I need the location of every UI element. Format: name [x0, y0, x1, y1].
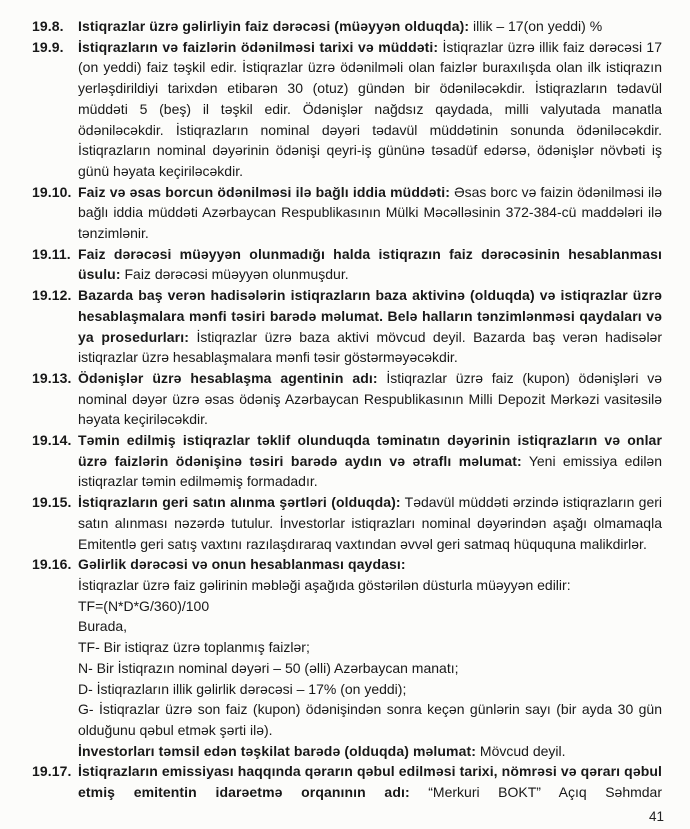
item-label: Təmin edilmiş istiqrazlar təklif olunduqda təminatın dəyərinin istiqrazların və onlar üzrə faizlərin ödənişinə təsiri barədə aydın və ətraflı məlumat:	[78, 432, 662, 469]
page-number: 41	[648, 809, 664, 825]
item-value: İstiqrazlar üzrə faiz (kupon) ödənişləri və nominal dəyər üzrə əsas ödəniş Azərbaycan Respublikasının Milli Depozit Mərkəzi vasitəsilə həyata keçiriləcəkdir.	[78, 369, 662, 428]
item-paragraph	[78, 16, 662, 37]
item-paragraph	[78, 37, 662, 182]
list-item-19-8	[32, 16, 662, 37]
investors-org-line	[78, 741, 662, 762]
item-paragraph	[78, 430, 662, 492]
item-number: 19.12.	[32, 287, 72, 304]
item-paragraph	[78, 368, 662, 430]
item-number: 19.8.	[32, 18, 64, 34]
item-value: İstiqrazlar üzrə baza aktivi mövcud deyil. Bazarda baş verən hadisələr istiqrazlar üzrə hesablaşmalara mənfi təsir göstərməyəcəkdir.	[78, 328, 662, 366]
item-label: İstiqrazların geri satın alınma şərtləri (olduqda):	[78, 494, 401, 511]
item-number: 19.17.	[32, 763, 72, 780]
item-label-line	[78, 554, 662, 575]
item-value: Tədavül müddəti ərzində istiqrazların geri satın alınması nəzərdə tutulur. İnvestorlar istiqrazları nominal dəyərindən aşağı olmamaqla Emitentlə geri satış vaxtını razılaşdıraraq vaxtından əvvəl geri satmaq hüququna malikdirlər.	[78, 494, 663, 552]
item-paragraph	[78, 761, 662, 802]
list-item-19-10	[32, 182, 662, 244]
item-number: 19.15.	[32, 494, 72, 511]
item-paragraph	[78, 554, 662, 761]
item-number: 19.16.	[32, 556, 72, 573]
item-number: 19.14.	[32, 432, 72, 449]
list-item-19-9	[32, 37, 662, 182]
item-label: Faiz və əsas borcun ödənilməsi ilə bağlı iddia müddəti:	[78, 183, 451, 200]
item-number: 19.11.	[32, 245, 71, 262]
item-label: Gəlirlik dərəcəsi və onun hesablanması qaydası:	[78, 556, 406, 573]
item-label: Faiz dərəcəsi müəyyən olunmadığı halda istiqrazın faiz dərəcəsinin hesablanması üsulu:	[78, 245, 662, 283]
item-value: “Merkuri BOKT” Açıq Səhmdar	[428, 784, 663, 801]
list-item-19-13	[32, 368, 662, 430]
list-item-19-14	[32, 430, 662, 492]
item-value: Əsas borc və faizin ödənilməsi ilə bağlı iddia müddəti Azərbaycan Respublikasının Mülki Məcəlləsinin 372-384-cü maddələri ilə tənzimlənir.	[78, 183, 663, 242]
item-paragraph	[78, 244, 662, 285]
item-value: İstiqrazlar üzrə illik faiz dərəcəsi 17 (on yeddi) faiz təşkil edir. İstiqrazlar üzrə ödənilməli olan faizlər buraxılışda olan ilk istiqrazın yerləşdirildiyi tarixdən etibarən 30 (otuz) gündən bir ödəniləcəkdir. İstiqrazların tədavül müddəti 5 (beş) il təşkil edir. Ödənişlər nağdsız qaydada, milli valyutada manatla ödəniləcəkdir. İstiqrazların nominal dəyəri tədavül müddətinin sonunda ödəniləcəkdir. İstiqrazların nominal dəyərinin ödənişi qeyri-iş gününə təsadüf edərsə, ödənişlər növbəti iş günü həyata keçiriləcəkdir.	[78, 38, 662, 179]
list-item-19-16	[32, 554, 662, 761]
formula-line: TF=(N*D*G/360)/100	[78, 597, 210, 614]
sub-item-label: İnvestorları təmsil edən təşkilat barədə (olduqda) məlumat:	[78, 742, 477, 759]
item-number: 19.13.	[32, 369, 72, 386]
formula-where-line: Burada,	[78, 618, 128, 635]
item-number: 19.10.	[32, 183, 72, 200]
formula-term-n: N- Bir İstiqrazın nominal dəyəri – 50 (əlli) Azərbaycan manatı;	[78, 659, 459, 676]
item-label: Ödənişlər üzrə hesablaşma agentinin adı:	[78, 369, 378, 386]
list-item-19-11	[32, 244, 662, 285]
formula-term-tf: TF- Bir istiqraz üzrə toplanmış faizlər;	[78, 639, 310, 656]
formula-term-g: G- İstiqrazlar üzrə son faiz (kupon) ödənişindən sonra keçən günlərin sayı (bir ayda 30 gün olduğunu qəbul etmək şərti ilə).	[78, 701, 662, 738]
item-label: Istiqrazlar üzrə gəlirliyin faiz dərəcəsi (müəyyən olduqda):	[78, 18, 470, 34]
item-number: 19.9.	[32, 38, 64, 55]
item-value: illik – 17(on yeddi) %	[473, 18, 603, 34]
item-paragraph	[78, 492, 662, 554]
item-value: Yeni emissiya edilən istiqrazlar təmin edilməmiş formadadır.	[78, 452, 662, 490]
item-label: İstiqrazların emissiyası haqqında qərarın qəbul edilməsi tarixi, nömrəsi və qərarı qəbul etmiş emitentin idarəetmə orqanının adı:	[78, 763, 662, 801]
formula-intro-line: İstiqrazlar üzrə faiz gəlirinin məbləği aşağıda göstərilən düsturla müəyyən edilir:	[78, 576, 571, 593]
item-paragraph	[78, 285, 662, 368]
list-item-19-17	[32, 761, 662, 802]
list-item-19-12	[32, 285, 662, 368]
formula-term-d: D- İstiqrazların illik gəlirlik dərəcəsi – 17% (on yeddi);	[78, 680, 407, 697]
item-paragraph	[78, 182, 662, 244]
sub-item-value: Mövcud deyil.	[479, 742, 566, 759]
item-label: Bazarda baş verən hadisələrin istiqrazların baza aktivinə (olduqda) və istiqrazlar üzrə hesablaşmalara mənfi təsiri barədə məlumat. Belə halların tənzimlənməsi qaydaları və ya prosedurları:	[78, 287, 662, 345]
item-value: Faiz dərəcəsi müəyyən olunmuşdur.	[124, 266, 349, 283]
item-label: İstiqrazların və faizlərin ödənilməsi tarixi və müddəti:	[78, 38, 439, 55]
list-item-19-15	[32, 492, 662, 554]
